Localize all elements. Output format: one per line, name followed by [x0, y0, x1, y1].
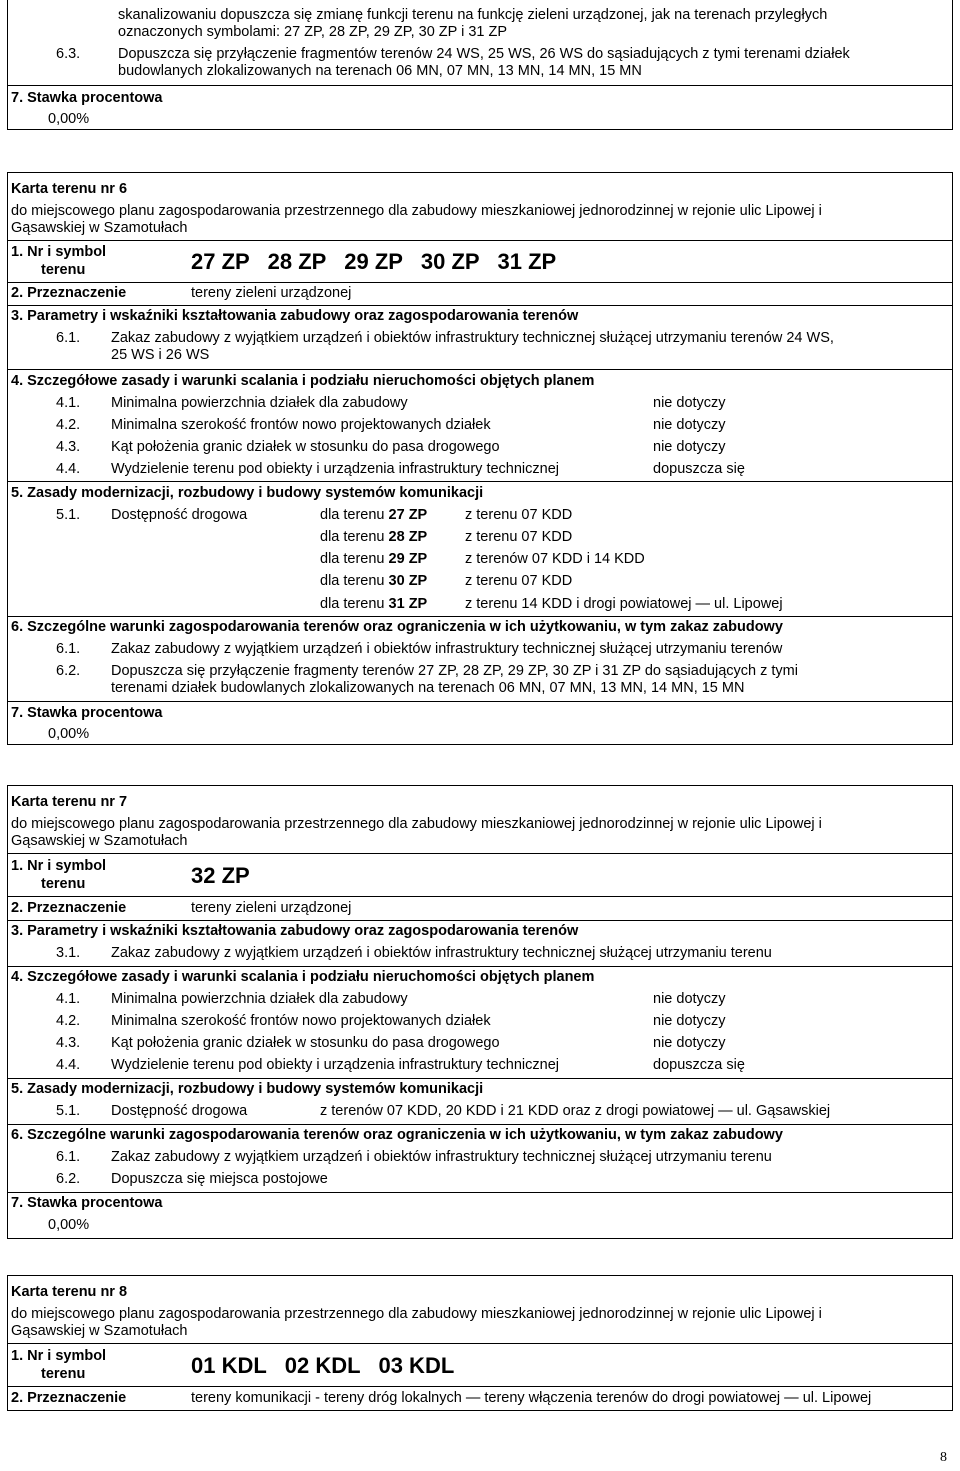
section-3-label: 3. Parametry i wskaźniki kształtowania zabudowy oraz zagospodarowania terenów [11, 308, 579, 324]
divider [8, 616, 952, 617]
item-text: Wydzielenie terenu pod obiekty i urządzenia infrastruktury technicznej [111, 461, 559, 477]
section-5-label: 5. Zasady modernizacji, rozbudowy i budowy systemów komunikacji [11, 485, 484, 501]
section-3-label: 3. Parametry i wskaźniki kształtowania zabudowy oraz zagospodarowania terenów [11, 923, 579, 939]
section-5-label: 5. Zasady modernizacji, rozbudowy i budowy systemów komunikacji [11, 1081, 484, 1097]
page-number: 8 [940, 1450, 947, 1465]
item-number: 6.2. [56, 663, 81, 679]
access-symbol: 27 ZP [388, 507, 428, 523]
item-number: 4.1. [56, 395, 81, 411]
item-number: 4.2. [56, 417, 81, 433]
item-text: Dopuszcza się miejsca postojowe [111, 1171, 328, 1187]
item-value: nie dotyczy [653, 395, 726, 411]
item-text: Zakaz zabudowy z wyjątkiem urządzeń i obiektów infrastruktury technicznej służącej utrzymaniu terenu [111, 1149, 772, 1165]
item-value: nie dotyczy [653, 991, 726, 1007]
card-description: Gąsawskiej w Szamotułach [11, 1323, 188, 1339]
section-1-label: terenu [41, 876, 86, 892]
access-row [320, 596, 427, 613]
card-title: Karta terenu nr 6 [11, 181, 128, 197]
divider [8, 282, 952, 283]
item-text: 25 WS i 26 WS [111, 347, 210, 363]
item-text: budowlanych zlokalizowanych na terenach 06 MN, 07 MN, 13 MN, 14 MN, 15 MN [118, 63, 642, 79]
item-number: 4.4. [56, 461, 81, 477]
section-7-label: 7. Stawka procentowa [11, 1195, 163, 1211]
divider [8, 85, 952, 86]
item-value: nie dotyczy [653, 439, 726, 455]
divider [8, 1124, 952, 1125]
item-number: 3.1. [56, 945, 81, 961]
item-text: Minimalna powierzchnia działek dla zabudowy [111, 991, 408, 1007]
card-description: do miejscowego planu zagospodarowania przestrzennego dla zabudowy mieszkaniowej jednorodzinnej w rejonie ulic Lipowej i [11, 203, 822, 219]
item-text: Dopuszcza się przyłączenie fragmentów terenów 24 WS, 25 WS, 26 WS do sąsiadujących z tymi terenami działek [118, 46, 850, 62]
item-value: dopuszcza się [653, 1057, 745, 1073]
section-2-label: 2. Przeznaczenie [11, 1390, 127, 1406]
access-value: z terenów 07 KDD, 20 KDD i 21 KDD oraz z drogi powiatowej — ul. Gąsawskiej [320, 1103, 831, 1119]
item-text: Minimalna szerokość frontów nowo projektowanych działek [111, 1013, 491, 1029]
section-1-label: 1. Nr i symbol [11, 1348, 107, 1364]
access-value: z terenu 07 KDD [465, 507, 573, 523]
divider [8, 701, 952, 702]
section-2-label: 2. Przeznaczenie [11, 900, 127, 916]
item-number: 6.1. [56, 330, 81, 346]
card-7 [7, 785, 953, 1239]
symbols: 32 ZP [191, 863, 250, 888]
item-number: 4.1. [56, 991, 81, 1007]
divider [8, 896, 952, 897]
section-2-label: 2. Przeznaczenie [11, 285, 127, 301]
section-7-value: 0,00% [48, 111, 90, 127]
symbols: 01 KDL 02 KDL 03 KDL [191, 1353, 455, 1378]
item-text: Zakaz zabudowy z wyjątkiem urządzeń i obiektów infrastruktury technicznej służącej utrzymaniu terenów [111, 641, 783, 657]
divider [8, 305, 952, 306]
item-number: 6.3. [56, 46, 81, 62]
item-text: Kąt położenia granic działek w stosunku do pasa drogowego [111, 439, 500, 455]
card-6 [7, 172, 953, 745]
access-value: z terenu 14 KDD i drogi powiatowej — ul. Lipowej [465, 596, 783, 612]
section-6-label: 6. Szczególne warunki zagospodarowania terenów oraz ograniczenia w ich użytkowaniu, w tym zakaz zabudowy [11, 619, 783, 635]
access-prefix: dla terenu [320, 596, 389, 612]
section-4-label: 4. Szczegółowe zasady i warunki scalania i podziału nieruchomości objętych planem [11, 969, 595, 985]
item-number: 4.4. [56, 1057, 81, 1073]
divider [8, 853, 952, 854]
access-prefix: dla terenu [320, 573, 389, 589]
section-7-label: 7. Stawka procentowa [11, 90, 163, 106]
section-6-label: 6. Szczególne warunki zagospodarowania terenów oraz ograniczenia w ich użytkowaniu, w tym zakaz zabudowy [11, 1127, 783, 1143]
section-1-label: terenu [41, 262, 86, 278]
item-text: Wydzielenie terenu pod obiekty i urządzenia infrastruktury technicznej [111, 1057, 559, 1073]
item-text: Kąt położenia granic działek w stosunku do pasa drogowego [111, 1035, 500, 1051]
access-row [320, 507, 427, 524]
divider [8, 1078, 952, 1079]
access-symbol: 30 ZP [388, 573, 428, 589]
divider [8, 1343, 952, 1344]
card-5-continuation [7, 0, 953, 130]
access-prefix: dla terenu [320, 507, 389, 523]
section-1-label: 1. Nr i symbol [11, 858, 107, 874]
section-1-label: 1. Nr i symbol [11, 244, 107, 260]
access-row [320, 573, 427, 590]
section-2-value: tereny zieleni urządzonej [191, 900, 352, 916]
item-number: 4.3. [56, 439, 81, 455]
access-row [320, 551, 427, 568]
item-value: nie dotyczy [653, 417, 726, 433]
item-number: 4.3. [56, 1035, 81, 1051]
card-description: Gąsawskiej w Szamotułach [11, 833, 188, 849]
section-1-label: terenu [41, 1366, 86, 1382]
section-7-value: 0,00% [48, 726, 90, 742]
divider [8, 966, 952, 967]
divider [8, 1192, 952, 1193]
access-value: z terenu 07 KDD [465, 529, 573, 545]
item-text: Dopuszcza się przyłączenie fragmenty terenów 27 ZP, 28 ZP, 29 ZP, 30 ZP i 31 ZP do sąsiadujących z tymi [111, 663, 798, 679]
access-value: z terenów 07 KDD i 14 KDD [465, 551, 645, 567]
item-text: Zakaz zabudowy z wyjątkiem urządzeń i obiektów infrastruktury technicznej służącej utrzymaniu terenu [111, 945, 772, 961]
divider [8, 1386, 952, 1387]
card-description: Gąsawskiej w Szamotułach [11, 220, 188, 236]
cont-line-2: oznaczonych symbolami: 27 ZP, 28 ZP, 29 ZP, 30 ZP i 31 ZP [118, 24, 508, 40]
card-title: Karta terenu nr 8 [11, 1284, 128, 1300]
divider [8, 481, 952, 482]
item-text: Minimalna powierzchnia działek dla zabudowy [111, 395, 408, 411]
section-7-label: 7. Stawka procentowa [11, 705, 163, 721]
section-2-value: tereny komunikacji - tereny dróg lokalnych — tereny włączenia terenów do drogi powiatowej — ul. Lipowej [191, 1390, 872, 1406]
card-description: do miejscowego planu zagospodarowania przestrzennego dla zabudowy mieszkaniowej jednorodzinnej w rejonie ulic Lipowej i [11, 816, 822, 832]
access-symbol: 29 ZP [388, 551, 428, 567]
item-text: terenami działek budowlanych zlokalizowanych na terenach 06 MN, 07 MN, 13 MN, 14 MN, 15 MN [111, 680, 745, 696]
item-number: 6.1. [56, 641, 81, 657]
section-4-label: 4. Szczegółowe zasady i warunki scalania i podziału nieruchomości objętych planem [11, 373, 595, 389]
section-2-value: tereny zieleni urządzonej [191, 285, 352, 301]
access-prefix: dla terenu [320, 529, 389, 545]
item-number: 6.2. [56, 1171, 81, 1187]
item-text: Minimalna szerokość frontów nowo projektowanych działek [111, 417, 491, 433]
access-prefix: dla terenu [320, 551, 389, 567]
item-text: Zakaz zabudowy z wyjątkiem urządzeń i obiektów infrastruktury technicznej służącej utrzymaniu terenów 24 WS, [111, 330, 834, 346]
section-7-value: 0,00% [48, 1217, 90, 1233]
divider [8, 240, 952, 241]
access-value: z terenu 07 KDD [465, 573, 573, 589]
card-title: Karta terenu nr 7 [11, 794, 128, 810]
access-symbol: 31 ZP [388, 596, 428, 612]
item-value: nie dotyczy [653, 1035, 726, 1051]
cont-line-1: skanalizowaniu dopuszcza się zmianę funkcji terenu na funkcję zieleni urządzonej, jak na terenach przyległych [118, 7, 828, 23]
access-row [320, 529, 427, 546]
item-number: 5.1. [56, 1103, 81, 1119]
card-8 [7, 1275, 953, 1411]
item-text: Dostępność drogowa [111, 1103, 248, 1119]
item-number: 5.1. [56, 507, 81, 523]
item-number: 6.1. [56, 1149, 81, 1165]
divider [8, 920, 952, 921]
item-text: Dostępność drogowa [111, 507, 248, 523]
item-number: 4.2. [56, 1013, 81, 1029]
card-description: do miejscowego planu zagospodarowania przestrzennego dla zabudowy mieszkaniowej jednorodzinnej w rejonie ulic Lipowej i [11, 1306, 822, 1322]
access-symbol: 28 ZP [388, 529, 428, 545]
divider [8, 369, 952, 370]
item-value: dopuszcza się [653, 461, 745, 477]
symbols: 27 ZP 28 ZP 29 ZP 30 ZP 31 ZP [191, 249, 557, 274]
item-value: nie dotyczy [653, 1013, 726, 1029]
